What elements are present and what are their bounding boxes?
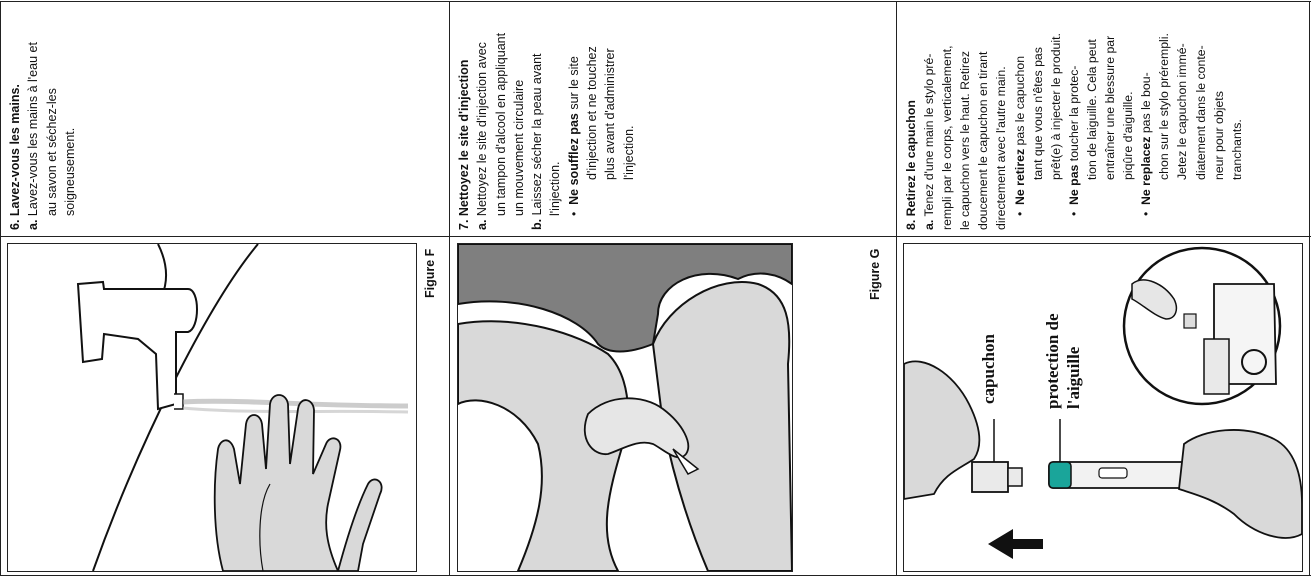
- step8-a-label: a.: [922, 219, 937, 230]
- step8-b1-line-3: prêt(e) à injecter le produit.: [1048, 33, 1063, 180]
- column-divider-2: [896, 1, 897, 576]
- pull-arrow-icon: [988, 529, 1043, 559]
- figure-cap-removal-illustration: [903, 243, 1303, 572]
- step8-b1-bold: Ne retirez: [1012, 148, 1027, 205]
- step8-b2-bold: Ne pas: [1066, 164, 1081, 205]
- step7-a-line-1: Nettoyez le site d'injection avec: [475, 42, 490, 217]
- step7-bullet-rest: sur le site: [566, 56, 581, 114]
- top-border: [0, 1, 1311, 2]
- step8-b2-line-3: entraîner une blessure par: [1103, 35, 1118, 180]
- step8-text: 8. Retirez le capuchon a. Tenez d'une main le stylo pré- rempli par le corps, verticalement, le capuchon vers le haut. Retirez doucement le capuchon en tirant directement avec l'autre main. • Ne retirez pas le capuchon tant que vous n'êtes pas prêt(e) à injecter le produit. • Ne pas toucher la protec- tion de laiguille. Cela peut entraîner une blessure par piqûre d'aiguille. • Ne replacez pas le bou- chon sur le stylo prérempli. Jetez le capuchon immé- diatement dans le conte- neur pour objets tranchants.: [902, 33, 1246, 230]
- step7-bullet-line-1: d'injection et ne touchez: [585, 46, 600, 180]
- step6-title: 6. Lavez-vous les mains.: [8, 84, 22, 230]
- figure-g-illustration: [457, 243, 793, 572]
- needle-guard-label-1: protection de: [1043, 313, 1062, 409]
- step7-bullet-line-3: l'injection.: [621, 125, 636, 180]
- step8-a-line-2: rempli par le corps, verticalement,: [940, 45, 955, 230]
- step7-a-label: a.: [475, 219, 490, 230]
- step7-title: 7. Nettoyez le site d'injection: [457, 59, 471, 230]
- step8-title: 8. Retirez le capuchon: [904, 100, 918, 230]
- step8-a-line-5: directement avec l'autre main.: [994, 66, 1009, 230]
- step8-b3-line-4: diatement dans le conte-: [1193, 45, 1208, 180]
- cap-removal-drawing: [904, 244, 1302, 571]
- step6-a-line-2: au savon et séchez-les: [44, 88, 59, 216]
- bottom-border: [0, 575, 1311, 576]
- step6-text: [6, 42, 79, 230]
- figure-f-illustration: [7, 243, 417, 572]
- step8-b2-line-4: piqûre d'aiguille.: [1121, 91, 1136, 180]
- thigh-cleaning-drawing: [458, 244, 792, 571]
- needle-guard-label-2: l'aiguille: [1064, 346, 1083, 409]
- cap-label: capuchon: [979, 334, 998, 404]
- step7-a-line-2: un tampon d'alcool en appliquant: [493, 32, 508, 216]
- step8-b3-bold: Ne replacez: [1139, 136, 1154, 205]
- step8-b3-line-2: chon sur le stylo prérempli.: [1157, 33, 1172, 180]
- step8-b2-line-2: tion de laiguille. Cela peut: [1084, 39, 1099, 180]
- step7-text: 7. Nettoyez le site d'injection a. Nettoyez le site d'injection avec un tampon d'alcool en appliquant un mouvement circulaire b. Laissez sécher la peau avant l'injection. • Ne soufflez pas sur le site d'injection et ne touchez plus avant d'administrer l'injection.: [455, 33, 638, 230]
- step7-b-line-2: l'injection.: [548, 161, 563, 216]
- step8-b3-line-3: Jetez le capuchon immé-: [1175, 43, 1190, 180]
- left-border: [0, 1, 1, 576]
- step7-bullet-line-2: plus avant d'administrer: [603, 48, 618, 180]
- column-divider-1: [449, 1, 450, 576]
- step8-a-line-3: le capuchon vers le haut. Retirez: [958, 50, 973, 230]
- needle-guard-shape: [1049, 462, 1071, 488]
- right-border: [1309, 1, 1310, 576]
- step8-b2-first: toucher la protec-: [1066, 65, 1081, 165]
- step8-b3-line-6: tranchants.: [1229, 119, 1244, 180]
- row-divider: [0, 236, 1311, 237]
- hand-washing-drawing: [8, 244, 416, 571]
- step6-a-label: a.: [26, 219, 41, 230]
- figure-f-caption: Figure F: [423, 248, 437, 298]
- step8-b1-line-2: tant que vous n'êtes pas: [1030, 47, 1045, 180]
- step6-a-line-3: soigneusement.: [62, 127, 77, 216]
- step7-bullet-bold: Ne soufflez pas: [566, 113, 581, 205]
- step8-b3-first: pas le bou-: [1139, 72, 1154, 137]
- step7-b-line-1: Laissez sécher la peau avant: [530, 53, 545, 216]
- figure-g-caption: Figure G: [868, 248, 882, 300]
- step7-b-label: b.: [530, 218, 545, 230]
- step7-a-line-3: un mouvement circulaire: [511, 79, 526, 216]
- cap-shape: [972, 462, 1008, 492]
- step8-b1-first: pas le capuchon: [1012, 55, 1027, 149]
- step8-a-line-4: doucement le capuchon en tirant: [976, 51, 991, 230]
- step6-a-line-1: Lavez-vous les mains à l'eau et: [26, 42, 41, 217]
- step8-a-line-1: Tenez d'une main le stylo pré-: [922, 53, 937, 217]
- step8-b3-line-5: neur pour objets: [1211, 91, 1226, 180]
